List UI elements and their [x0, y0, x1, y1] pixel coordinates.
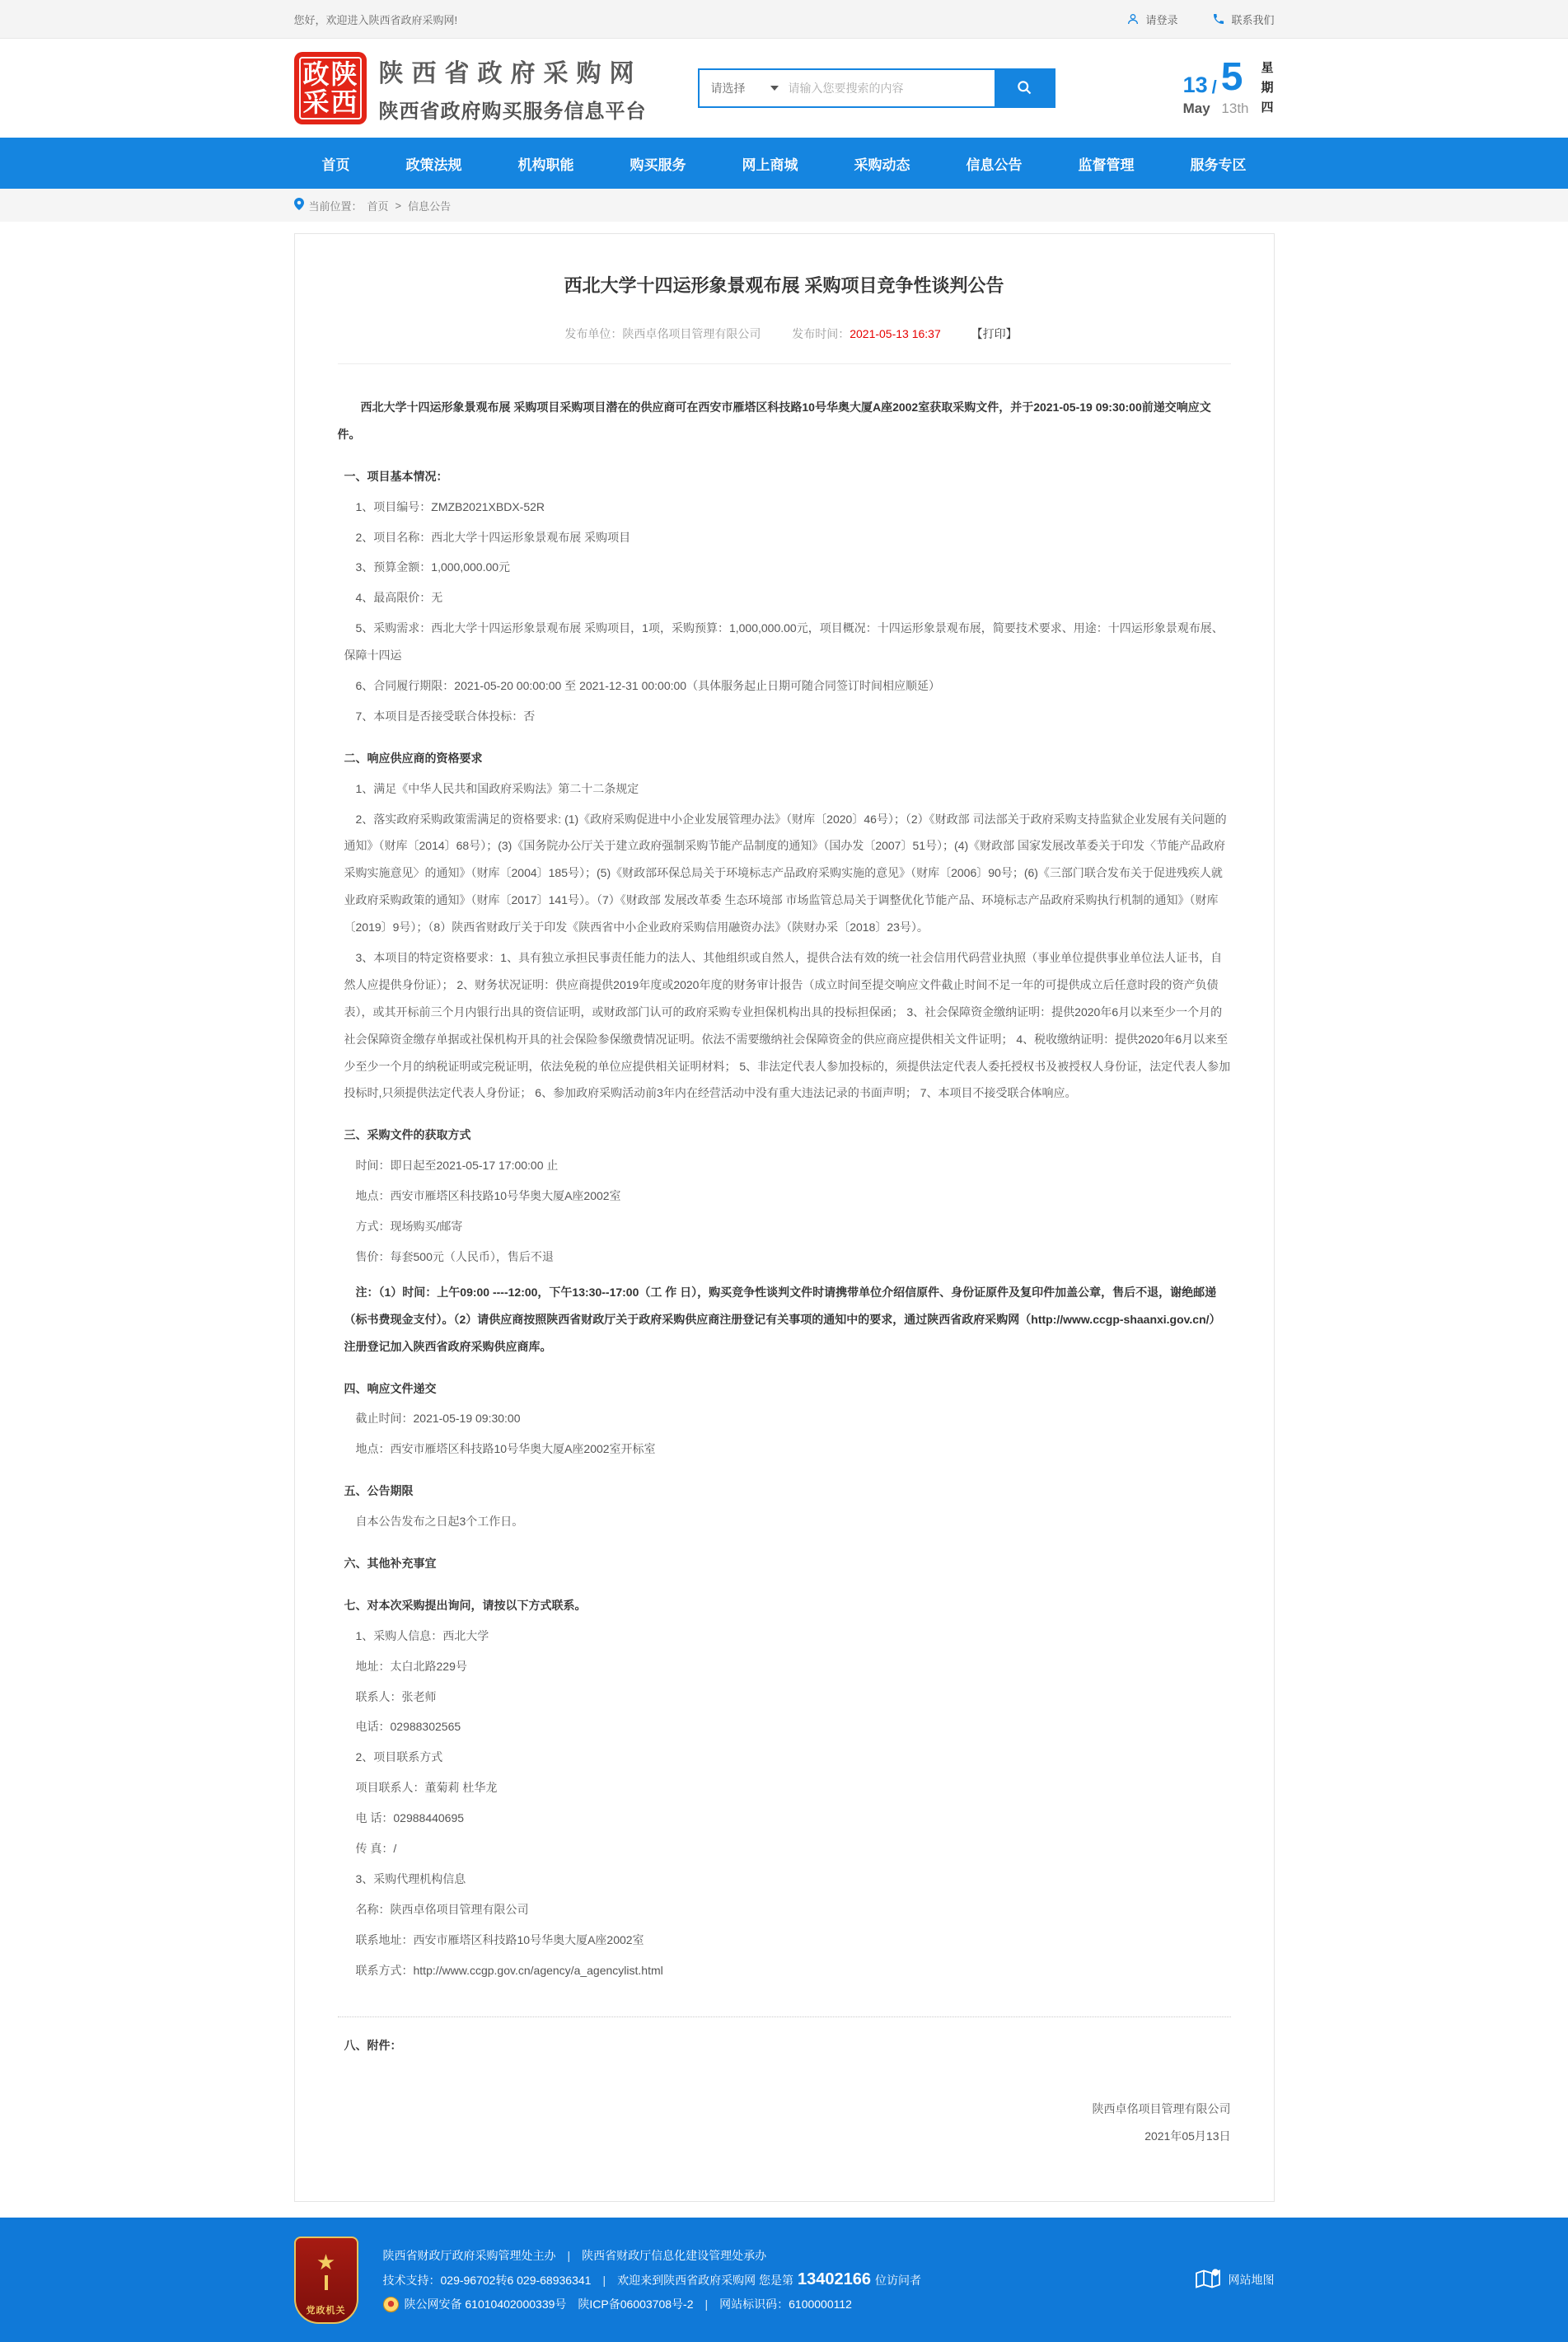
dotted-divider	[338, 2016, 1231, 2017]
article-paragraph: 1、项目编号：ZMZB2021XBDX-52R	[355, 499, 545, 513]
signature-company: 陕西卓佲项目管理有限公司	[1092, 2102, 1231, 2116]
contact-label: 联系我们	[1231, 13, 1275, 26]
article-paragraph: 3、采购代理机构信息	[355, 1871, 466, 1885]
article-paragraph: 4、最高限价：无	[355, 591, 443, 605]
search-bar	[698, 68, 1055, 108]
nav-item[interactable]: 首页	[321, 157, 350, 173]
breadcrumb-separator: >	[395, 199, 402, 212]
search-button[interactable]	[995, 70, 1054, 106]
breadcrumb-prefix: 当前位置：	[308, 199, 363, 213]
main-nav	[0, 138, 1568, 189]
footer-host: 陕西省财政厅政府采购管理处主办	[382, 2249, 556, 2263]
footer-visitor-welcome: 欢迎来到陕西省政府采购网 您是第	[617, 2273, 793, 2287]
badge-emblem-icon: ★	[316, 2251, 335, 2290]
signature-date: 2021年05月13日	[1144, 2129, 1231, 2143]
article-paragraph: 联系人：张老师	[355, 1689, 437, 1703]
article-paragraph: 1、采购人信息：西北大学	[355, 1628, 489, 1642]
article-paragraph: 联系方式：http://www.ccgp.gov.cn/agency/a_agencylist.html	[355, 1963, 663, 1977]
contact-link[interactable]	[1212, 12, 1274, 27]
signature-block	[338, 2096, 1231, 2150]
article-paragraph: 方式：现场购买/邮寄	[355, 1220, 463, 1234]
nav-item[interactable]: 机构职能	[517, 157, 574, 173]
date-day: 13	[1182, 73, 1208, 98]
footer-tech-support: 技术支持：029-96702转6 029-68936341	[382, 2273, 592, 2287]
chevron-down-icon	[770, 86, 779, 91]
article-paragraph: 时间：即日起至2021-05-17 17:00:00 止	[355, 1159, 559, 1173]
date-widget: 13 / 5 May 13th 星期四	[1183, 59, 1275, 118]
date-day-en: 13th	[1221, 100, 1249, 116]
footer-visitor-suffix: 位访问者	[874, 2273, 921, 2287]
date-weekday: 星期四	[1261, 61, 1274, 115]
footer-text: 陕西省财政厅政府采购管理处主办 | 陕西省财政厅信息化建设管理处承办 技术支持：029-96702转6 029-68936341 | 欢迎来到陕西省政府采购网 您是第 13402166 位访问者 陕公网安备 61010402000339号 陕ICP备06003708号-2 | 网站标识码： 6100000112	[382, 2249, 921, 2312]
announcement-article	[294, 233, 1275, 2202]
site-brand[interactable]	[294, 52, 647, 124]
publisher-label: 发布单位：	[564, 327, 623, 340]
icp-record: 陕ICP备06003708号-2	[578, 2298, 694, 2312]
article-paragraph: 5、采购需求：西北大学十四运形象景观布展 采购项目，1项，采购预算：1,000,000.00元，项目概况：十四运形象景观布展，简要技术要求、用途：十四运形象景观布展、保障十四运	[344, 621, 1224, 663]
article-paragraph: 1、满足《中华人民共和国政府采购法》第二十二条规定	[355, 781, 639, 795]
nav-item[interactable]: 购买服务	[630, 157, 686, 173]
article-paragraph: 2、落实政府采购政策需满足的资格要求: (1)《政府采购促进中小企业发展管理办法》（财库〔2020〕46号）；（2）《财政部 司法部关于政府采购支持监狱企业发展有关问题的通知》（财库〔2014〕68号）；(3)《国务院办公厅关于建立政府强制采购节能产品制度的通知》（国办发〔2007〕51号）；(4)《财政部 国家发展改革委关于印发〈节能产品政府采购实施意见〉的通知》（财库〔2004〕185号）；(5)《财政部环保总局关于环境标志产品政府采购实施的意见》（财库〔2006〕90号；(6)《三部门联合发布关于促进残疾人就业政府采购政策的通知》（财库〔2017〕141号）。（7）《财政部 发展改革委 生态环境部 市场监管总局关于调整优化节能产品、环境标志产品政府采购执行机制的通知》（财库〔2019〕9号）；（8）陕西省财政厅关于印发《陕西省中小企业政府采购信用融资办法》（陕财办采〔2018〕23号）。	[344, 812, 1227, 934]
publish-time-label: 发布时间：	[792, 327, 850, 340]
magnifier-icon	[1016, 79, 1032, 98]
search-select-value: 请选择	[710, 82, 746, 95]
site-header	[0, 39, 1568, 138]
article-paragraph: 地点：西安市雁塔区科技路10号华奥大厦A座2002室开标室	[355, 1442, 656, 1456]
breadcrumb-current[interactable]: 信息公告	[408, 199, 452, 213]
article-section-heading: 六、其他补充事宜	[344, 1556, 437, 1570]
site-logo-seal-icon: 政 陕 采 西	[294, 52, 367, 124]
article-paragraph: 截止时间：2021-05-19 09:30:00	[355, 1412, 521, 1426]
article-body	[338, 364, 1231, 2150]
article-paragraph: 3、预算金额：1,000,000.00元	[355, 560, 511, 574]
article-section-heading: 五、公告期限	[344, 1484, 414, 1498]
article-section-heading: 八、附件：	[344, 2039, 402, 2053]
site-name: 陕西省政府采购网	[378, 60, 643, 87]
date-month: 5	[1220, 55, 1243, 100]
article-paragraph: 自本公告发布之日起3个工作日。	[355, 1515, 524, 1529]
date-month-en: May	[1182, 100, 1210, 116]
location-pin-icon	[294, 198, 304, 213]
article-paragraph: 2、项目名称：西北大学十四运形象景观布展 采购项目	[355, 530, 631, 544]
nav-item[interactable]: 政策法规	[405, 157, 462, 173]
article-meta	[338, 326, 1231, 342]
nav-item[interactable]: 采购动态	[854, 157, 910, 173]
phone-icon	[1212, 12, 1225, 26]
article-section-heading: 四、响应文件递交	[344, 1381, 437, 1395]
login-label: 请登录	[1145, 13, 1178, 26]
login-link[interactable]	[1126, 12, 1177, 27]
visitor-count: 13402166	[797, 2270, 871, 2289]
article-paragraph: 电 话：02988440695	[355, 1811, 465, 1825]
intro-paragraph: 西北大学十四运形象景观布展 采购项目采购项目潜在的供应商可在西安市雁塔区科技路10号华奥大厦A座2002室获取采购文件，并于2021-05-19 09:30:00前递交响应文件。	[337, 400, 1211, 441]
publish-time-value: 2021-05-13 16:37	[850, 327, 941, 340]
footer	[0, 2218, 1568, 2342]
security-record-link[interactable]: 陕公网安备 61010402000339号	[404, 2298, 567, 2312]
print-button[interactable]: 【打印】	[971, 327, 1018, 340]
breadcrumb-home[interactable]: 首页	[367, 199, 389, 213]
nav-item[interactable]: 网上商城	[742, 157, 798, 173]
article-paragraph: 6、合同履行期限：2021-05-20 00:00:00 至 2021-12-31 00:00:00（具体服务起止日期可随合同签订时间相应顺延）	[355, 679, 941, 693]
article-paragraph: 地点：西安市雁塔区科技路10号华奥大厦A座2002室	[355, 1189, 621, 1203]
top-bar	[0, 0, 1568, 39]
article-section-heading: 二、响应供应商的资格要求	[344, 751, 483, 765]
breadcrumb	[294, 189, 1275, 222]
sitemap-label: 网站地图	[1228, 2273, 1275, 2287]
article-paragraph: 7、本项目是否接受联合体投标：否	[355, 709, 536, 723]
article-paragraph: 名称：陕西卓佲项目管理有限公司	[355, 1902, 529, 1916]
welcome-text: 您好，欢迎进入陕西省政府采购网!	[293, 13, 458, 26]
map-icon	[1195, 2267, 1221, 2293]
article-note-paragraph: 注：（1）时间：上午09:00 ----12:00，下午13:30--17:00（工 作 日），购买竞争性谈判文件时请携带单位介绍信原件、身份证原件及复印件加盖公章，售后不退，谢绝邮递（标书费现金支付）。（2）请供应商按照陕西省财政厅关于政府采购供应商注册登记有关事项的通知中的要求，通过陕西省政府采购网（http://www.ccgp-shaanxi.gov.cn/）注册登记加入陕西省政府采购供应商库。	[344, 1285, 1221, 1353]
nav-item[interactable]: 服务专区	[1190, 157, 1247, 173]
article-paragraph: 3、本项目的特定资格要求：1、具有独立承担民事责任能力的法人、其他组织或自然人，提供合法有效的统一社会信用代码营业执照（事业单位提供事业单位法人证书，自然人应提供身份证）； 2、财务状况证明：供应商提供2019年度或2020年度的财务审计报告（成立时间至提交响应文件截止时间不足一年的可提供成立后任意时段的资产负债表），或其开标前三个月内银行出具的资信证明，或财政部门认可的政府采购专业担保机构出具的投标担保函； 3、社会保障资金缴纳证明：提供2020年6月以来至少一个月的社会保障资金缴存单据或社保机构开具的社会保险参保缴费情况证明。依法不需要缴纳社会保障资金的供应商应提供相关文件证明； 4、税收缴纳证明：提供2020年6月以来至少至少一个月的纳税证明或完税证明，依法免税的单位应提供相关证明材料； 5、非法定代表人参加投标的，须提供法定代表人委托授权书及被授权人身份证，法定代表人参加投标时,只须提供法定代表人身份证； 6、参加政府采购活动前3年内在经营活动中没有重大违法记录的书面声明； 7、本项目不接受联合体响应。	[344, 951, 1231, 1100]
article-paragraph: 传 真：/	[355, 1841, 397, 1855]
article-header	[338, 234, 1231, 364]
badge-label: 党政机关	[306, 2305, 346, 2316]
party-gov-badge-icon	[294, 2237, 358, 2324]
article-paragraph: 项目联系人：董菊莉 杜华龙	[355, 1781, 498, 1795]
article-paragraph: 2、项目联系方式	[355, 1750, 443, 1764]
police-badge-icon	[383, 2297, 399, 2312]
search-category-select[interactable]	[700, 70, 787, 106]
person-icon	[1126, 12, 1140, 26]
nav-item[interactable]: 监督管理	[1078, 157, 1135, 173]
footer-undertake: 陕西省财政厅信息化建设管理处承办	[582, 2249, 767, 2263]
search-input[interactable]	[787, 70, 995, 106]
sitemap-link[interactable]	[1195, 2267, 1275, 2293]
site-subtitle: 陕西省政府购买服务信息平台	[378, 101, 647, 123]
article-section-heading: 七、对本次采购提出询问，请按以下方式联系。	[344, 1598, 587, 1612]
site-code-value: 6100000112	[789, 2298, 852, 2312]
article-title: 西北大学十四运形象景观布展 采购项目竞争性谈判公告	[564, 275, 1004, 296]
article-paragraph: 售价：每套500元（人民币），售后不退	[355, 1249, 554, 1263]
article-paragraph: 地址：太白北路229号	[355, 1659, 467, 1673]
article-section-heading: 三、采购文件的获取方式	[344, 1128, 471, 1142]
article-section-heading: 一、项目基本情况：	[344, 469, 448, 483]
publisher-value: 陕西卓佲项目管理有限公司	[622, 327, 761, 340]
article-paragraph: 电话：02988302565	[355, 1720, 461, 1734]
nav-item[interactable]: 信息公告	[966, 157, 1023, 173]
site-code-label: 网站标识码：	[719, 2298, 789, 2312]
article-paragraph: 联系地址：西安市雁塔区科技路10号华奥大厦A座2002室	[355, 1932, 644, 1946]
breadcrumb-bar	[0, 189, 1568, 222]
